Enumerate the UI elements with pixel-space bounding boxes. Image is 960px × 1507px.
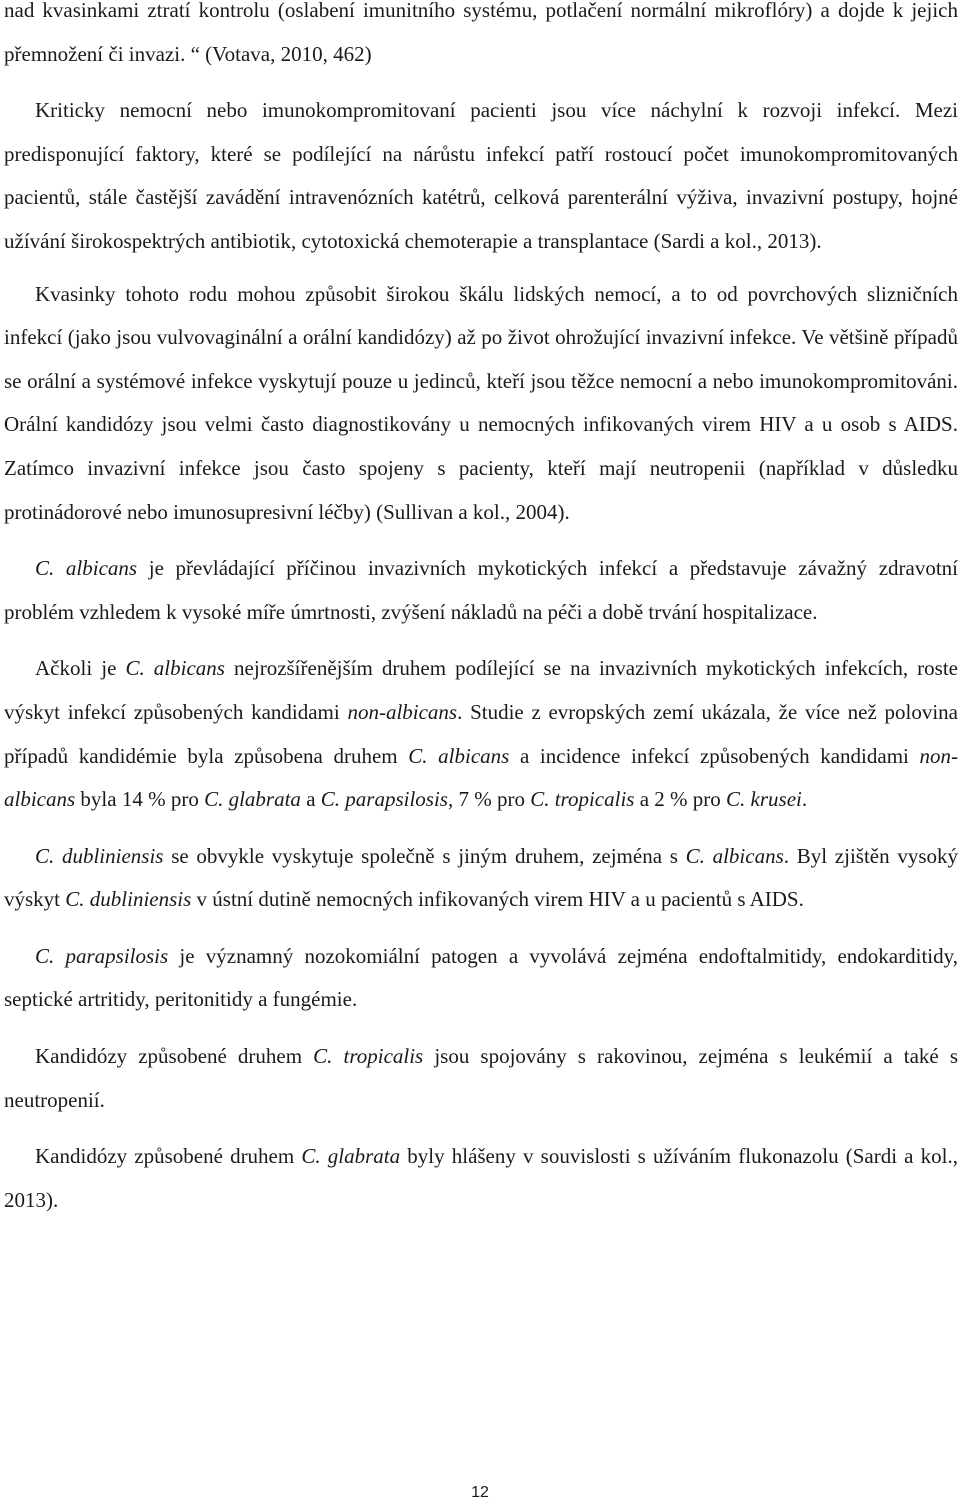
italic-species-name: C. parapsilosis xyxy=(35,943,169,968)
italic-species-name: C. dubliniensis xyxy=(35,843,164,868)
document-page xyxy=(4,0,958,1222)
text-run: a incidence infekcí způsobených kandidami xyxy=(509,743,920,768)
italic-species-name: C. krusei xyxy=(726,787,802,812)
text-run: a xyxy=(300,787,321,812)
italic-species-name: non-albicans xyxy=(4,743,958,812)
paragraph-c-dubliniensis xyxy=(4,835,958,922)
italic-species-name: C. parapsilosis xyxy=(320,787,448,812)
text-run: nad kvasinkami ztratí kontrolu (oslabení imunitního systému, potlačení normální mikroflóry) a dojde k jejich přemnožení či invazi. “ (Votava, 2010, 462) xyxy=(4,0,958,66)
text-run: v ústní dutině nemocných infikovaných virem HIV a u pacientů s AIDS. xyxy=(191,887,804,912)
text-run: nejrozšířenějším druhem podílející se na invazivních mykotických infekcích, roste výskyt infekcí způsobených kandidami xyxy=(4,656,959,724)
paragraph-c-albicans xyxy=(4,547,958,634)
italic-species-name: C. dubliniensis xyxy=(65,887,192,912)
text-run: jsou spojovány s rakovinou, zejména s leukémií a také s neutropenií. xyxy=(4,1044,958,1112)
text-run: . xyxy=(801,787,808,812)
italic-species-name: C. albicans xyxy=(685,843,784,868)
paragraph-c-parapsilosis xyxy=(4,935,958,1022)
text-run: . Studie z evropských zemí ukázala, že více než polovina případů kandidémie byla způsobena druhem xyxy=(4,699,958,768)
italic-species-name: C. tropicalis xyxy=(530,787,635,812)
italic-species-name: C. tropicalis xyxy=(313,1044,424,1069)
text-run: Ačkoli je xyxy=(35,656,126,681)
italic-species-name: C. glabrata xyxy=(301,1144,401,1169)
text-run: byly hlášeny v souvislosti s užíváním flukonazolu (Sardi a kol., 2013). xyxy=(4,1144,958,1212)
text-run: . Byl zjištěn vysoký výskyt xyxy=(4,843,958,912)
paragraph-votava-quote-end xyxy=(4,0,958,76)
page-number: 12 xyxy=(471,1484,489,1501)
italic-species-name: C. albicans xyxy=(408,743,510,768)
text-run: Kandidózy způsobené druhem xyxy=(35,1044,314,1069)
text-run: Kandidózy způsobené druhem xyxy=(35,1144,302,1169)
paragraph-predisposing-factors xyxy=(4,89,958,263)
text-run: Kriticky nemocní nebo imunokompromitovaní pacienti jsou více náchylní k rozvoji infekcí. Mezi predisponující faktory, které se podílející na nárůstu infekcí patří rostoucí počet imunokompromitovaných pacientů, stále častější zavádění intravenózních katétrů, celková parenterální výživa, invazivní postupy, hojné užívání širokospektrých antibiotik, cytotoxická chemoterapie a transplantace (Sardi a kol., 2013). xyxy=(4,98,958,253)
paragraph-c-tropicalis xyxy=(4,1035,958,1122)
text-run: byla 14 % pro xyxy=(75,787,205,812)
text-run: a 2 % pro xyxy=(634,787,727,812)
italic-species-name: C. glabrata xyxy=(204,787,301,812)
text-run: , 7 % pro xyxy=(447,787,531,812)
text-run: je převládající příčinou invazivních mykotických infekcí a představuje závažný zdravotní problém vzhledem k vysoké míře úmrtnosti, zvýšení nákladů na péči a době trvání hospitalizace. xyxy=(4,556,958,624)
text-run: je významný nozokomiální patogen a vyvolává zejména endoftalmitidy, endokarditidy, septické artritidy, peritonitidy a fungémie. xyxy=(4,943,959,1012)
italic-species-name: C. albicans xyxy=(35,556,138,581)
italic-species-name: C. albicans xyxy=(125,656,225,681)
text-run: Kvasinky tohoto rodu mohou způsobit širokou škálu lidských nemocí, a to od povrchových slizničních infekcí (jako jsou vulvovaginální a orální kandidózy) až po život ohrožující invazivní infekce. Ve většině případů se orální a systémové infekce vyskytují pouze u jedinců, kteří jsou těžce nemocní a nebo imunokompromitováni. Orální kandidózy jsou velmi často diagnostikovány u nemocných infikovaných virem HIV a u osob s AIDS. Zatímco invazivní infekce jsou často spojeny s pacienty, kteří mají neutropenii (například v důsledku protinádorové nebo imunosupresivní léčby) (Sullivan a kol., 2004). xyxy=(4,281,958,524)
paragraph-disease-spectrum xyxy=(4,273,958,535)
text-run: se obvykle vyskytuje společně s jiným druhem, zejména s xyxy=(163,843,686,868)
italic-species-name: non-albicans xyxy=(347,699,458,724)
paragraph-c-glabrata xyxy=(4,1135,958,1222)
paragraph-non-albicans xyxy=(4,647,958,821)
